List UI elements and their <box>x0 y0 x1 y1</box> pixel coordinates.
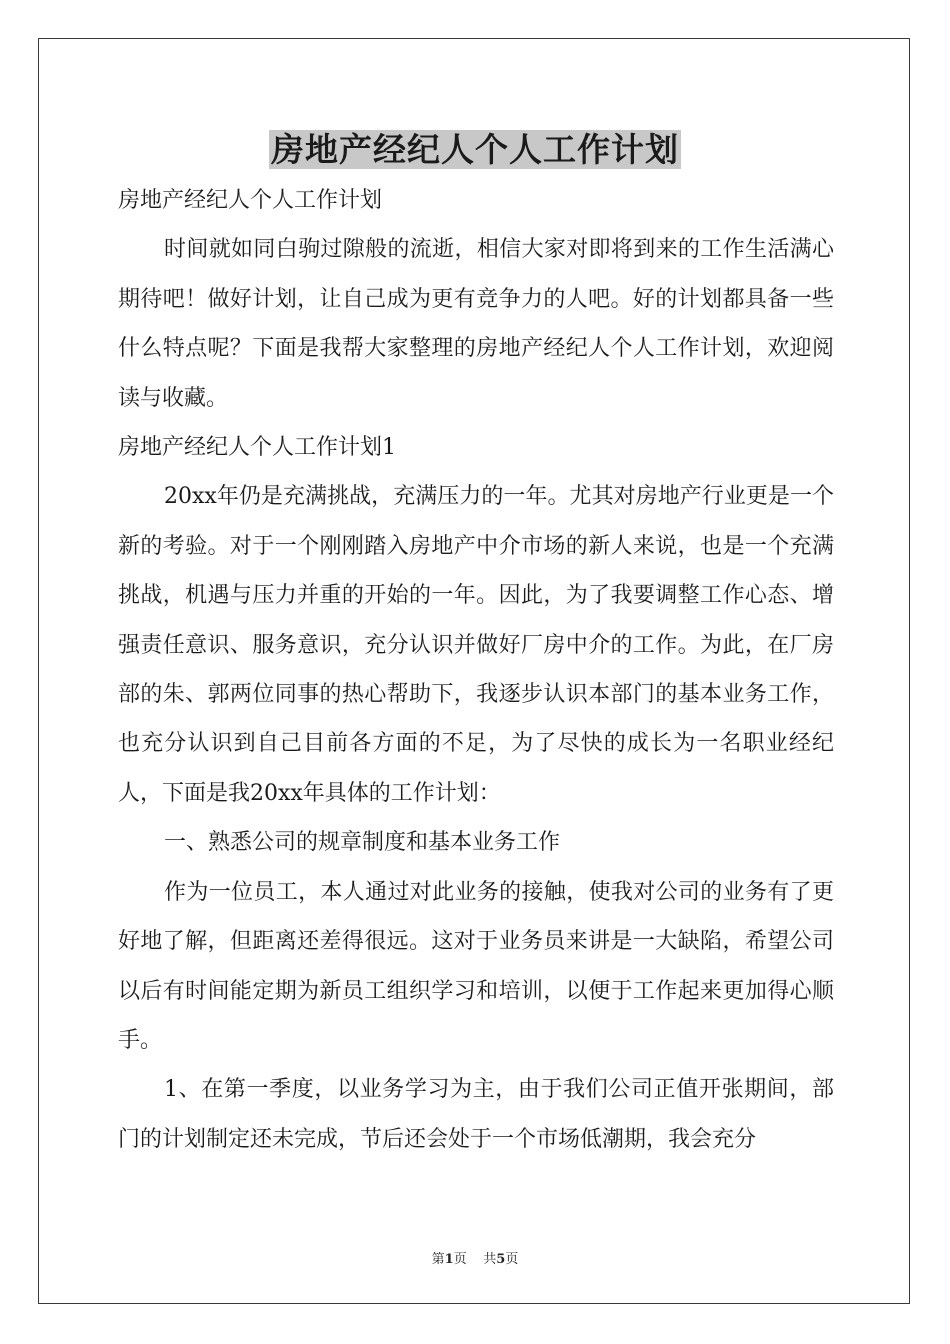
page-number: 1 <box>444 1252 454 1267</box>
intro-paragraph: 时间就如同白驹过隙般的流逝，相信大家对即将到来的工作生活满心期待吧！做好计划，让自己成为更有竞争力的人吧。好的计划都具备一些什么特点呢？下面是我帮大家整理的房地产经纪人个人工作计划，欢迎阅读与收藏。 <box>118 237 834 411</box>
body-paragraph: 作为一位员工，本人通过对此业务的接触，使我对公司的业务有了更好地了解，但距离还差得很远。这对于业务员来讲是一大缺陷，希望公司以后有时间能定期为新员工组织学习和培训，以便于工作起来更加得心顺手。 <box>118 879 834 1053</box>
page-label-suffix: 页 <box>453 1252 467 1267</box>
body-paragraph: 20xx年仍是充满挑战，充满压力的一年。尤其对房地产行业更是一个新的考验。对于一个刚刚踏入房地产中介市场的新人来说，也是一个充满挑战，机遇与压力并重的开始的一年。因此，为了我要调整工作心态、增强责任意识、服务意识，充分认识并做好厂房中介的工作。为此，在厂房部的朱、郭两位同事的热心帮助下，我逐步认识本部门的基本业务工作，也充分认识到自己目前各方面的不足，为了尽快的成长为一名职业经纪人，下面是我20xx年具体的工作计划： <box>118 484 834 806</box>
subsection-heading: 一、熟悉公司的规章制度和基本业务工作 <box>164 830 561 856</box>
total-label-prefix: 共 <box>483 1252 497 1267</box>
subtitle-paragraph: 房地产经纪人个人工作计划 <box>118 188 383 213</box>
list-item-paragraph: 1、在第一季度，以业务学习为主，由于我们公司正值开张期间，部门的计划制定还未完成，节后还会处于一个市场低潮期，我会充分 <box>118 1077 834 1152</box>
page-label-prefix: 第 <box>431 1252 445 1267</box>
document-title <box>0 126 950 174</box>
total-label-suffix: 页 <box>505 1252 519 1267</box>
section-heading-1: 房地产经纪人个人工作计划1 <box>118 435 396 461</box>
total-pages: 5 <box>496 1252 506 1267</box>
document-body <box>118 176 834 1164</box>
document-title-text: 房地产经纪人个人工作计划 <box>271 130 679 169</box>
page-footer <box>0 1248 950 1267</box>
